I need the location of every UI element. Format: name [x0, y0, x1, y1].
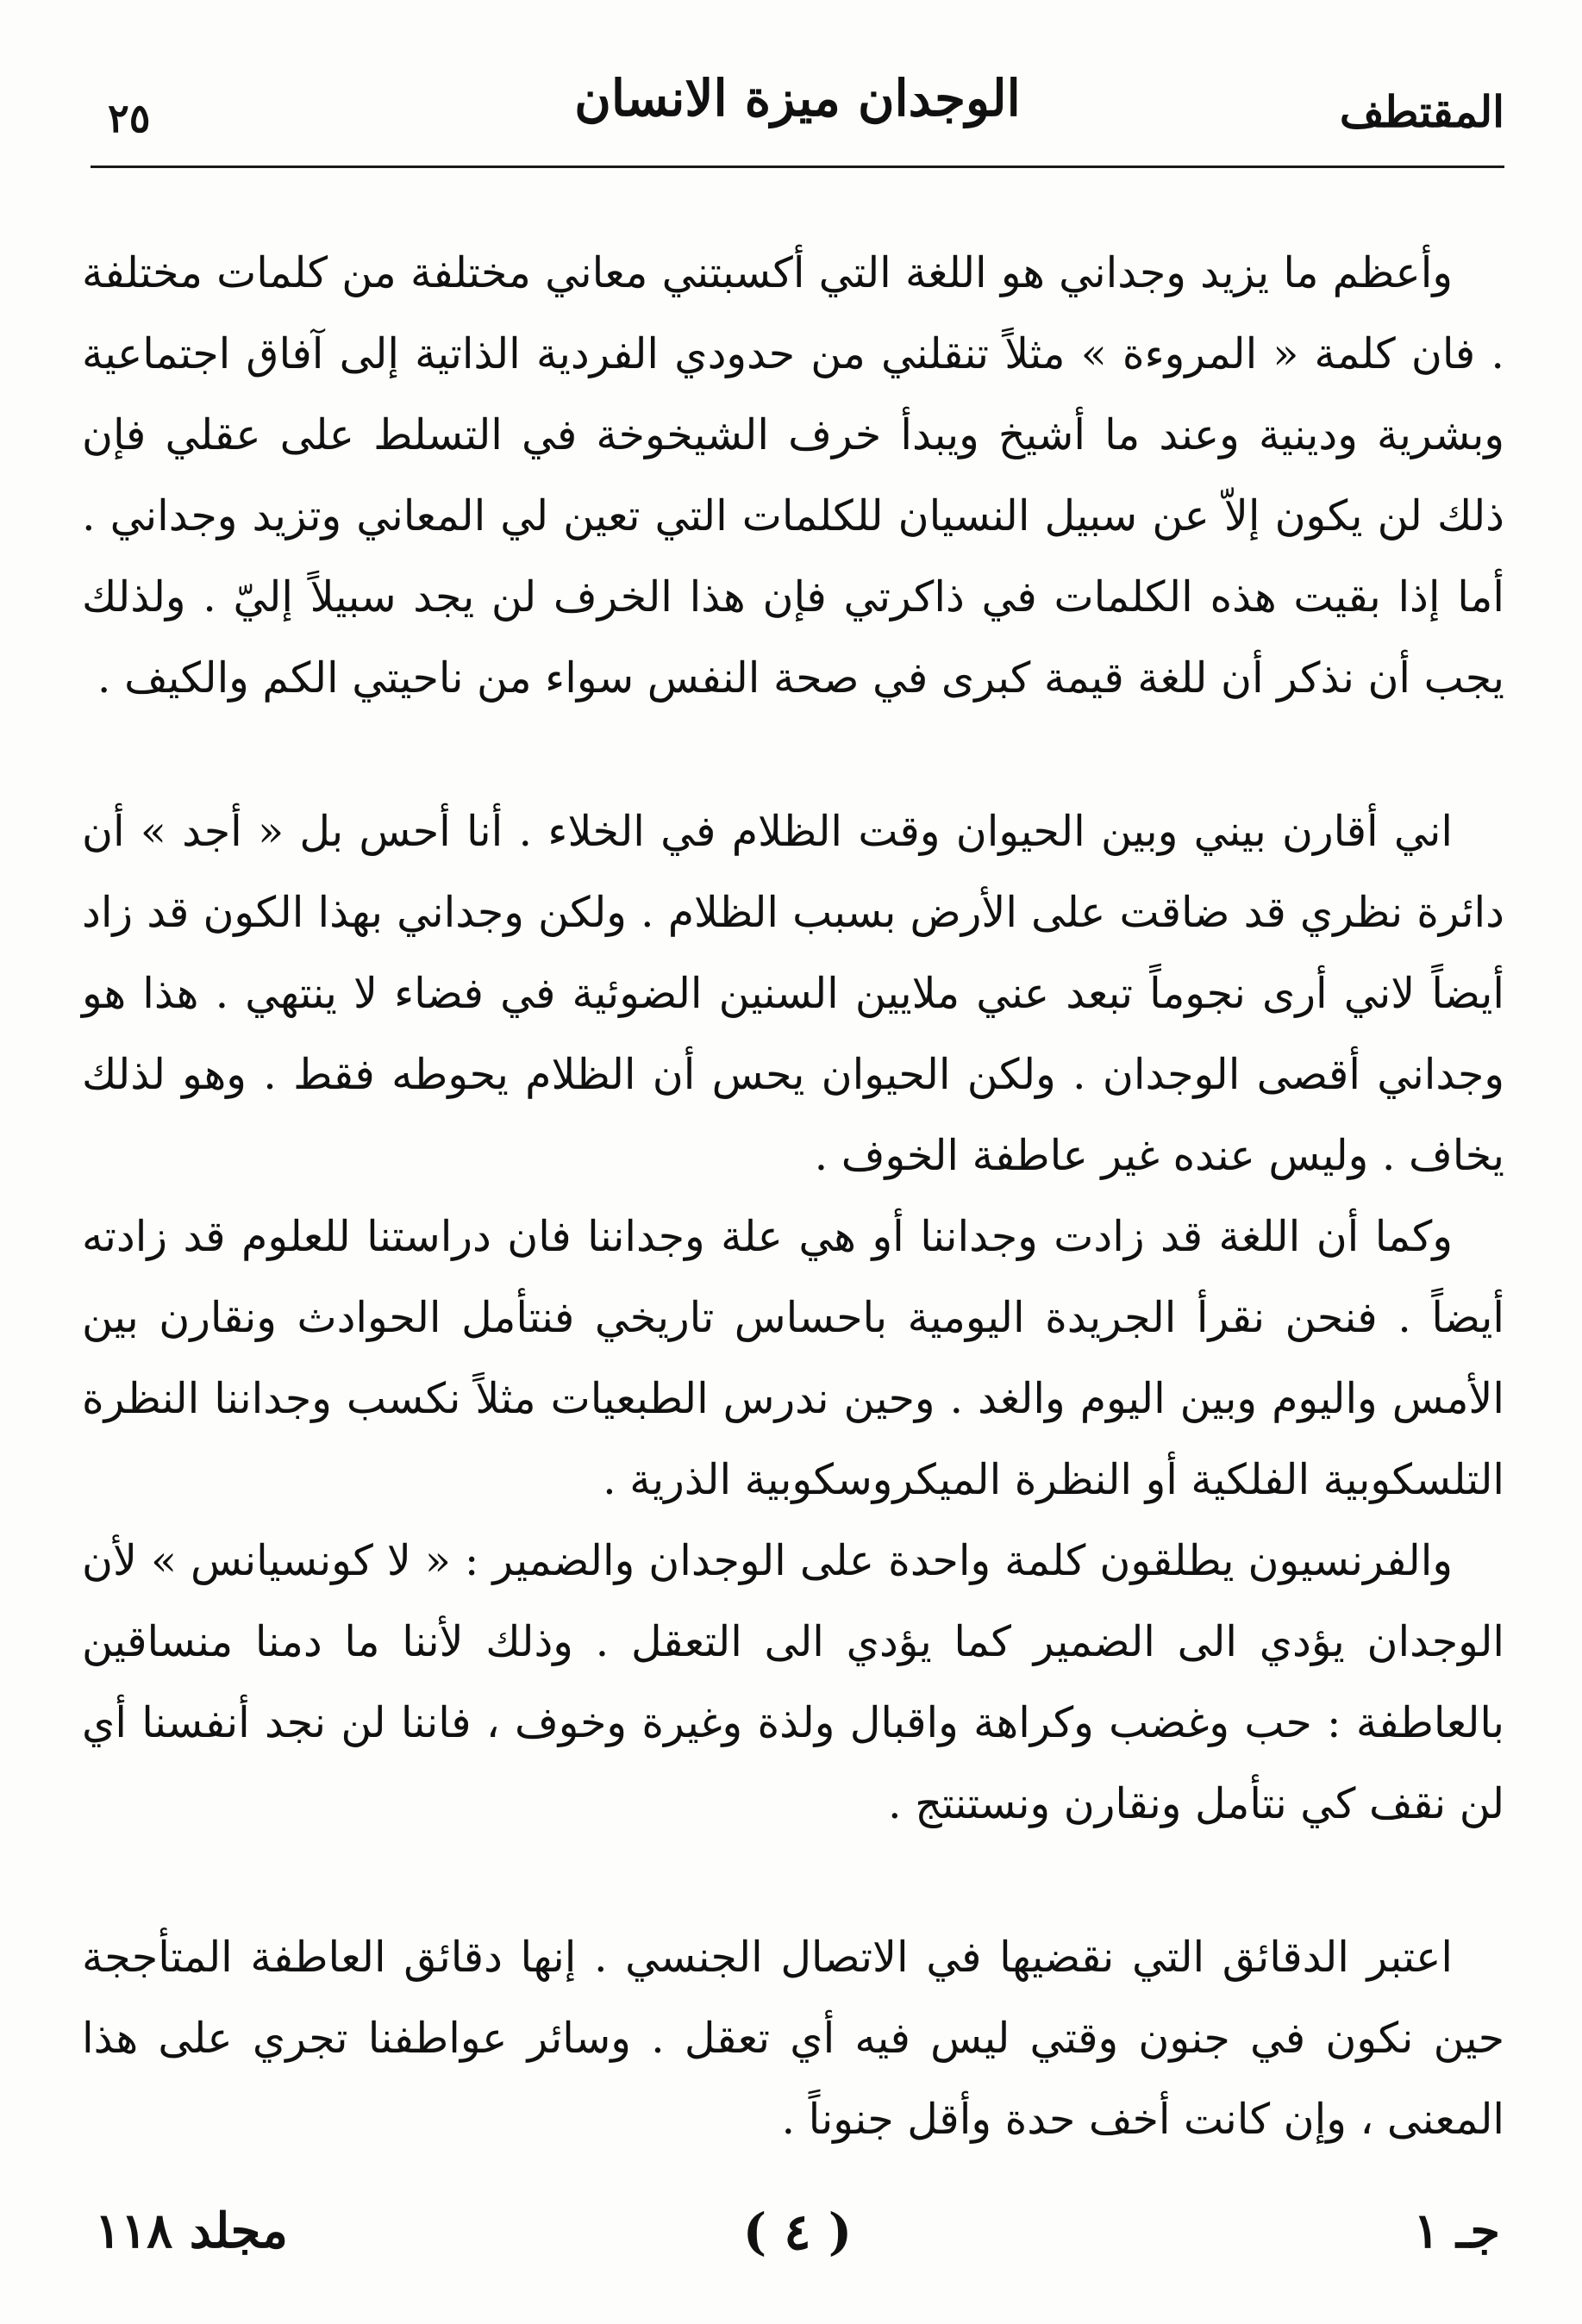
journal-name: المقتطف — [1339, 86, 1504, 137]
volume-number: مجلد ١١٨ — [95, 2202, 288, 2259]
page-number: ٢٥ — [108, 95, 151, 141]
running-header — [91, 60, 1504, 155]
paragraph-language: وأعظم ما يزيد وجداني هو اللغة التي أكسبتني معاني مختلفة من كلمات مختلفة . فان كلمة « المروءة » مثلاً تنقلني من حدودي الفردية الذاتية إلى آفاق اجتماعية وبشرية ودينية وعند ما أشيخ ويبدأ خرف الشيخوخة في التسلط على عقلي فإن ذلك لن يكون إلاّ عن سبيل النسيان للكلمات التي تعين لي المعاني وتزيد وجداني . أما إذا بقيت هذه الكلمات في ذاكرتي فإن هذا الخرف لن يجد سبيلاً إليّ . ولذلك يجب أن نذكر أن للغة قيمة كبرى في صحة النفس سواء من ناحيتي الكم والكيف . — [82, 248, 1504, 703]
signature-line — [95, 2202, 1500, 2280]
part-number: جـ ١ — [1413, 2202, 1500, 2259]
paragraph-darkness: اني أقارن بيني وبين الحيوان وقت الظلام في الخلاء . أنا أحس بل « أجد » أن دائرة نظري قد ضاقت على الأرض بسبب الظلام . ولكن وجداني بهذا الكون قد زاد أيضاً لاني أرى نجوماً تبعد عني ملايين السنين الضوئية في فضاء لا ينتهي . هذا هو وجداني أقصى الوجدان . ولكن الحيوان يحس أن الظلام يحوطه فقط . وهو لذلك يخاف . وليس عنده غير عاطفة الخوف . — [82, 807, 1504, 1180]
article-title: الوجدان ميزة الانسان — [574, 69, 1021, 128]
signature-mark: ( ٤ ) — [742, 2202, 853, 2261]
paragraph-emotion: اعتبر الدقائق التي نقضيها في الاتصال الجنسي . إنها دقائق العاطفة المتأججة حين نكون في جنون وقتي ليس فيه أي تعقل . وسائر عواطفنا تجري على هذا المعنى ، وإن كانت أخف حدة وأقل جنوناً . — [82, 1933, 1504, 2144]
article-body — [82, 233, 1504, 2160]
paragraph-sciences: وكما أن اللغة قد زادت وجداننا أو هي علة وجداننا فان دراستنا للعلوم قد زادته أيضاً . فنحن نقرأ الجريدة اليومية باحساس تاريخي فنتأمل الحوادث ونقارن بين الأمس واليوم وبين اليوم والغد . وحين ندرس الطبعيات مثلاً نكسب وجداننا النظرة التلسكوبية الفلكية أو النظرة الميكروسكوبية الذرية . — [82, 1212, 1504, 1504]
paragraph-conscience: والفرنسيون يطلقون كلمة واحدة على الوجدان والضمير : « لا كونسيانس » لأن الوجدان يؤدي الى الضمير كما يؤدي الى التعقل . وذلك لأننا ما دمنا منساقين بالعاطفة : حب وغضب وكراهة واقبال ولذة وغيرة وخوف ، فاننا لن نجد أنفسنا أي لن نقف كي نتأمل ونقارن ونستنتج . — [82, 1536, 1504, 1828]
header-rule — [91, 166, 1504, 168]
